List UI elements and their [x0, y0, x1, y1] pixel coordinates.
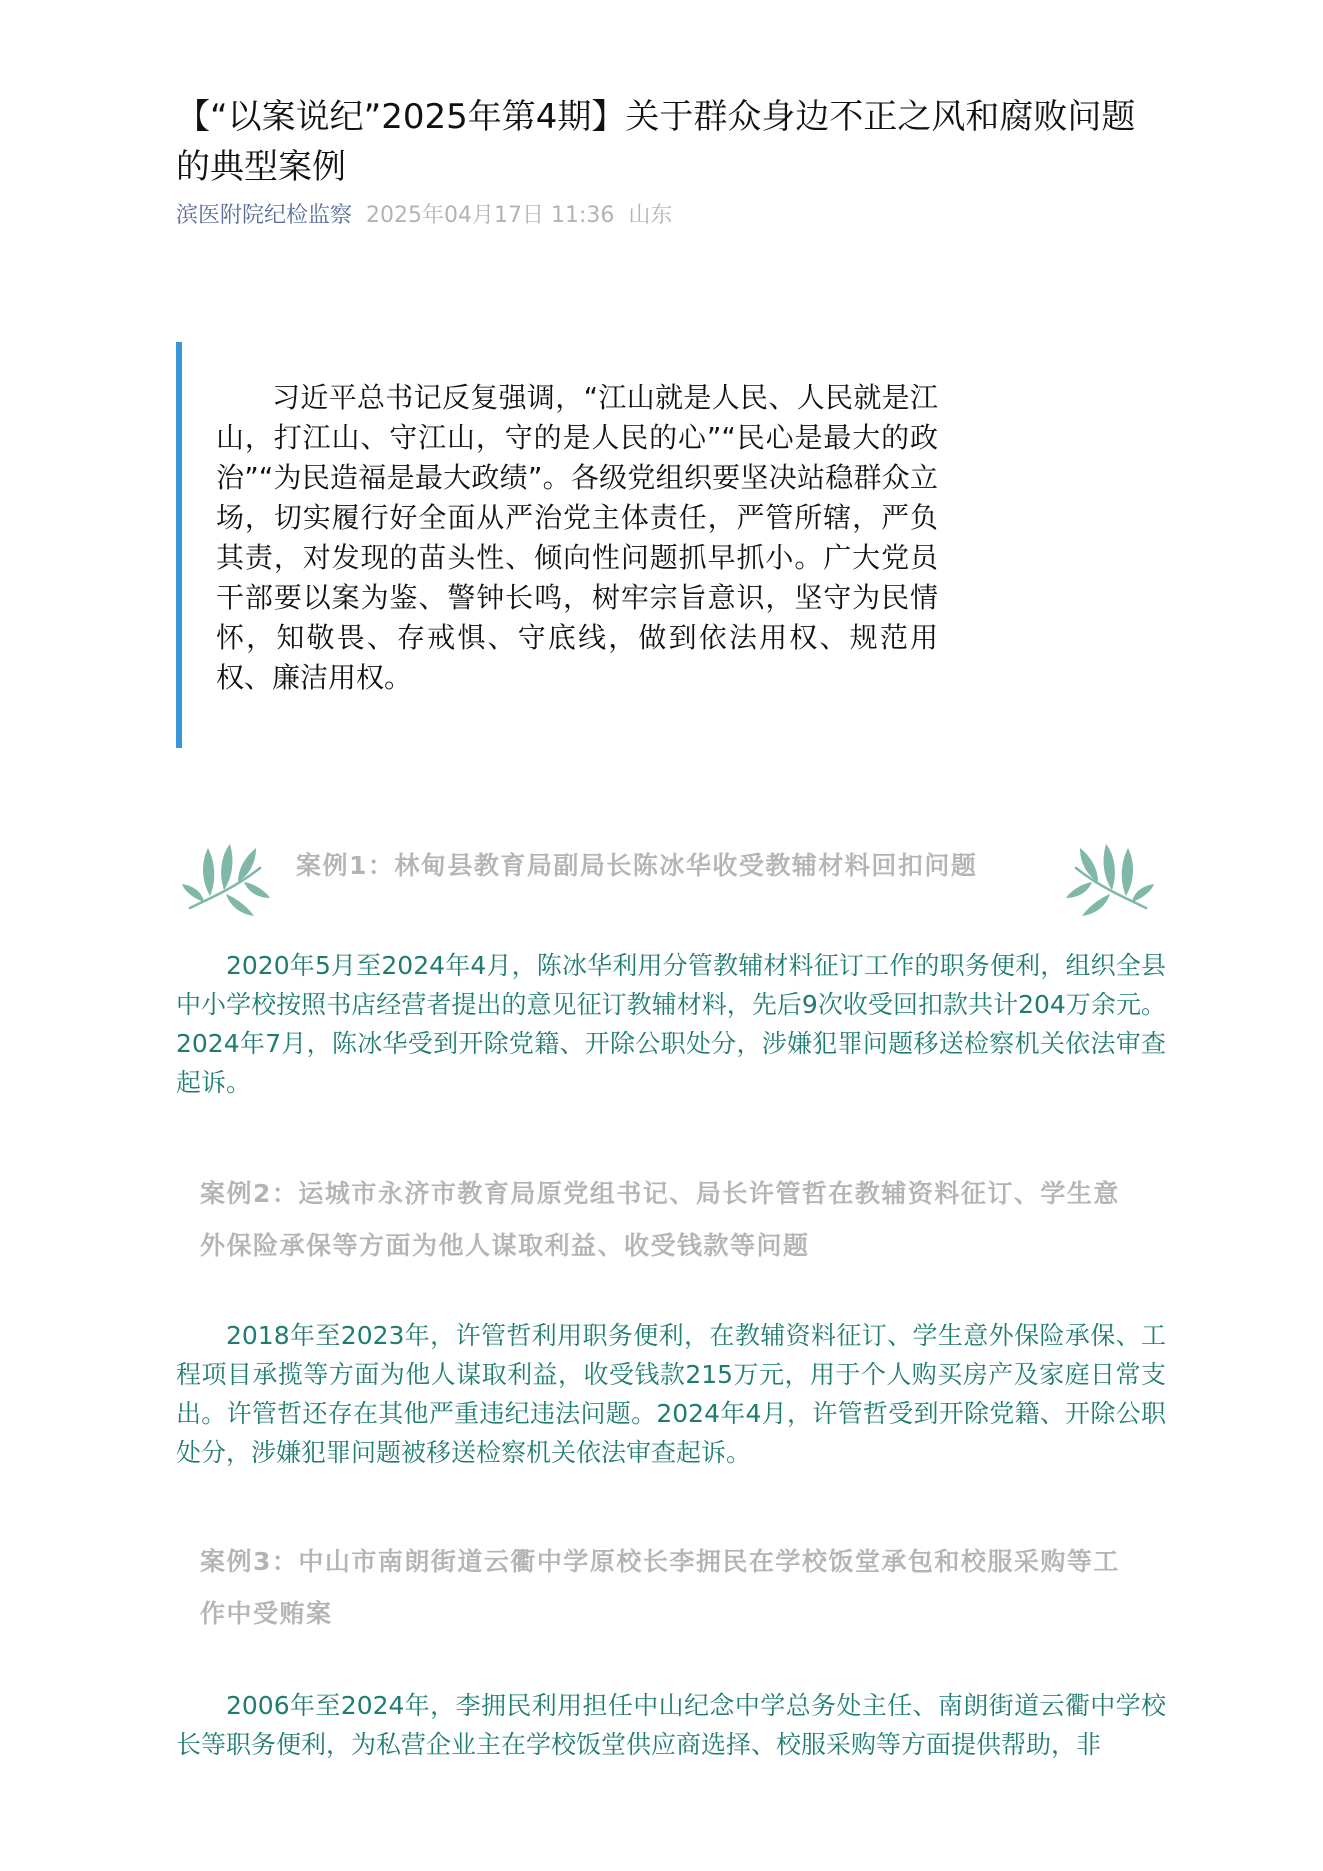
leaf-branch-icon: [1064, 838, 1156, 918]
account-name-link[interactable]: 滨医附院纪检监察: [176, 203, 353, 228]
case-1-heading: 案例1：林甸县教育局副局长陈冰华收受教辅材料回扣问题: [296, 851, 978, 880]
case-2-heading: 案例2：运城市永济市教育局原党组书记、局长许管哲在教辅资料征订、学生意外保险承保等方面为他人谋取利益、收受钱款等问题: [200, 1179, 1120, 1260]
quote-text: 习近平总书记反复强调，“江山就是人民、人民就是江山，打江山、守江山，守的是人民的心”“民心是最大的政治”“为民造福是最大政绩”。各级党组织要坚决站稳群众立场，切实履行好全面从严治党主体责任，严管所辖，严负其责，对发现的苗头性、倾向性问题抓早抓小。广大党员干部要以案为鉴、警钟长鸣，树牢宗旨意识，坚守为民情怀，知敬畏、存戒惧、守底线，做到依法用权、规范用权、廉洁用权。: [216, 381, 938, 694]
case-3-body: 2006年至2024年，李拥民利用担任中山纪念中学总务处主任、南朗街道云衢中学校长等职务便利，为私营企业主在学校饭堂供应商选择、校服采购等方面提供帮助，非: [176, 1691, 1166, 1759]
quote-accent-bar: [176, 342, 182, 748]
case-3-heading: 案例3：中山市南朗街道云衢中学原校长李拥民在学校饭堂承包和校服采购等工作中受贿案: [200, 1547, 1120, 1628]
case-1-body: 2020年5月至2024年4月，陈冰华利用分管教辅材料征订工作的职务便利，组织全县中小学校按照书店经营者提出的意见征订教辅材料，先后9次收受回扣款共计204万余元。2024年7月，陈冰华受到开除党籍、开除公职处分，涉嫌犯罪问题移送检察机关依法审查起诉。: [176, 951, 1166, 1097]
leaf-branch-icon: [180, 838, 272, 918]
article-title: 【“以案说纪”2025年第4期】关于群众身边不正之风和腐败问题的典型案例: [176, 97, 1136, 187]
case-2-body: 2018年至2023年，许管哲利用职务便利，在教辅资料征订、学生意外保险承保、工程项目承揽等方面为他人谋取利益，收受钱款215万元，用于个人购买房产及家庭日常支出。许管哲还存在其他严重违纪违法问题。2024年4月，许管哲受到开除党籍、开除公职处分，涉嫌犯罪问题被移送检察机关依法审查起诉。: [176, 1321, 1166, 1467]
publish-datetime: 2025年04月17日 11:36: [366, 203, 615, 228]
article-meta: [176, 200, 672, 232]
publish-location: 山东: [628, 203, 673, 228]
